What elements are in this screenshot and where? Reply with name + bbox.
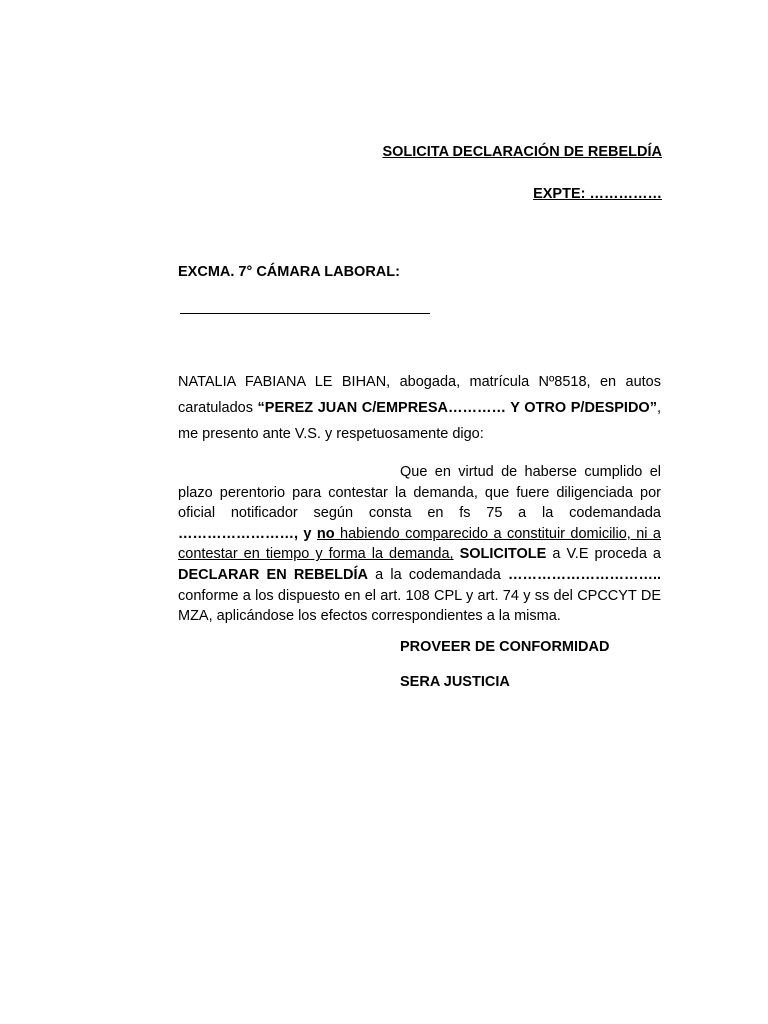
case-number: EXPTE: …………… [533,186,662,202]
underlined-text: habiendo comparecido a constituir domicilio, ni a contestar en tiempo y forma la demanda, [178,525,661,563]
petition-text-4: a V.E proceda a [546,546,661,563]
petition-paragraph [178,462,661,627]
intro-text-start: NATALIA FABIANA LE BIHAN, abogada, matrícula Nº8518, en autos caratulados [178,374,661,416]
closing-proveer: PROVEER DE CONFORMIDAD [400,639,610,655]
petition-text-6: conforme a los dispuesto en el art. 108 CPL y art. 74 y ss del CPCCYT DE MZA, aplicándose los efectos correspondientes a la misma. [178,587,661,625]
petition-text-2: , y [294,525,317,542]
document-title: SOLICITA DECLARACIÓN DE REBELDÍA [382,144,662,160]
intro-text-end: , me presento ante V.S. y respetuosamente digo: [178,400,661,442]
blank-dots-2: ………………………….. [507,566,661,583]
blank-dots-1: …………………… [178,525,294,542]
case-caption: “PEREZ JUAN C/EMPRESA………… Y OTRO P/DESPIDO” [257,400,657,416]
petition-text-1: Que en virtud de haberse cumplido el plazo perentorio para contestar la demanda, que fuere diligenciada por oficial notificador según consta en fs 75 a la codemandada [178,464,661,522]
intro-paragraph [178,369,661,447]
court-addressee: EXCMA. 7° CÁMARA LABORAL: [178,264,400,280]
closing-sera-justicia: SERA JUSTICIA [400,674,510,690]
no-emphasis: no [316,525,335,542]
declarar-emphasis: DECLARAR EN REBELDÍA [178,566,368,583]
indent-spacer [178,464,400,480]
solicitole-emphasis: SOLICITOLE [459,546,547,563]
signature-line [180,313,430,314]
petition-text-5: a la codemandada [367,566,508,583]
